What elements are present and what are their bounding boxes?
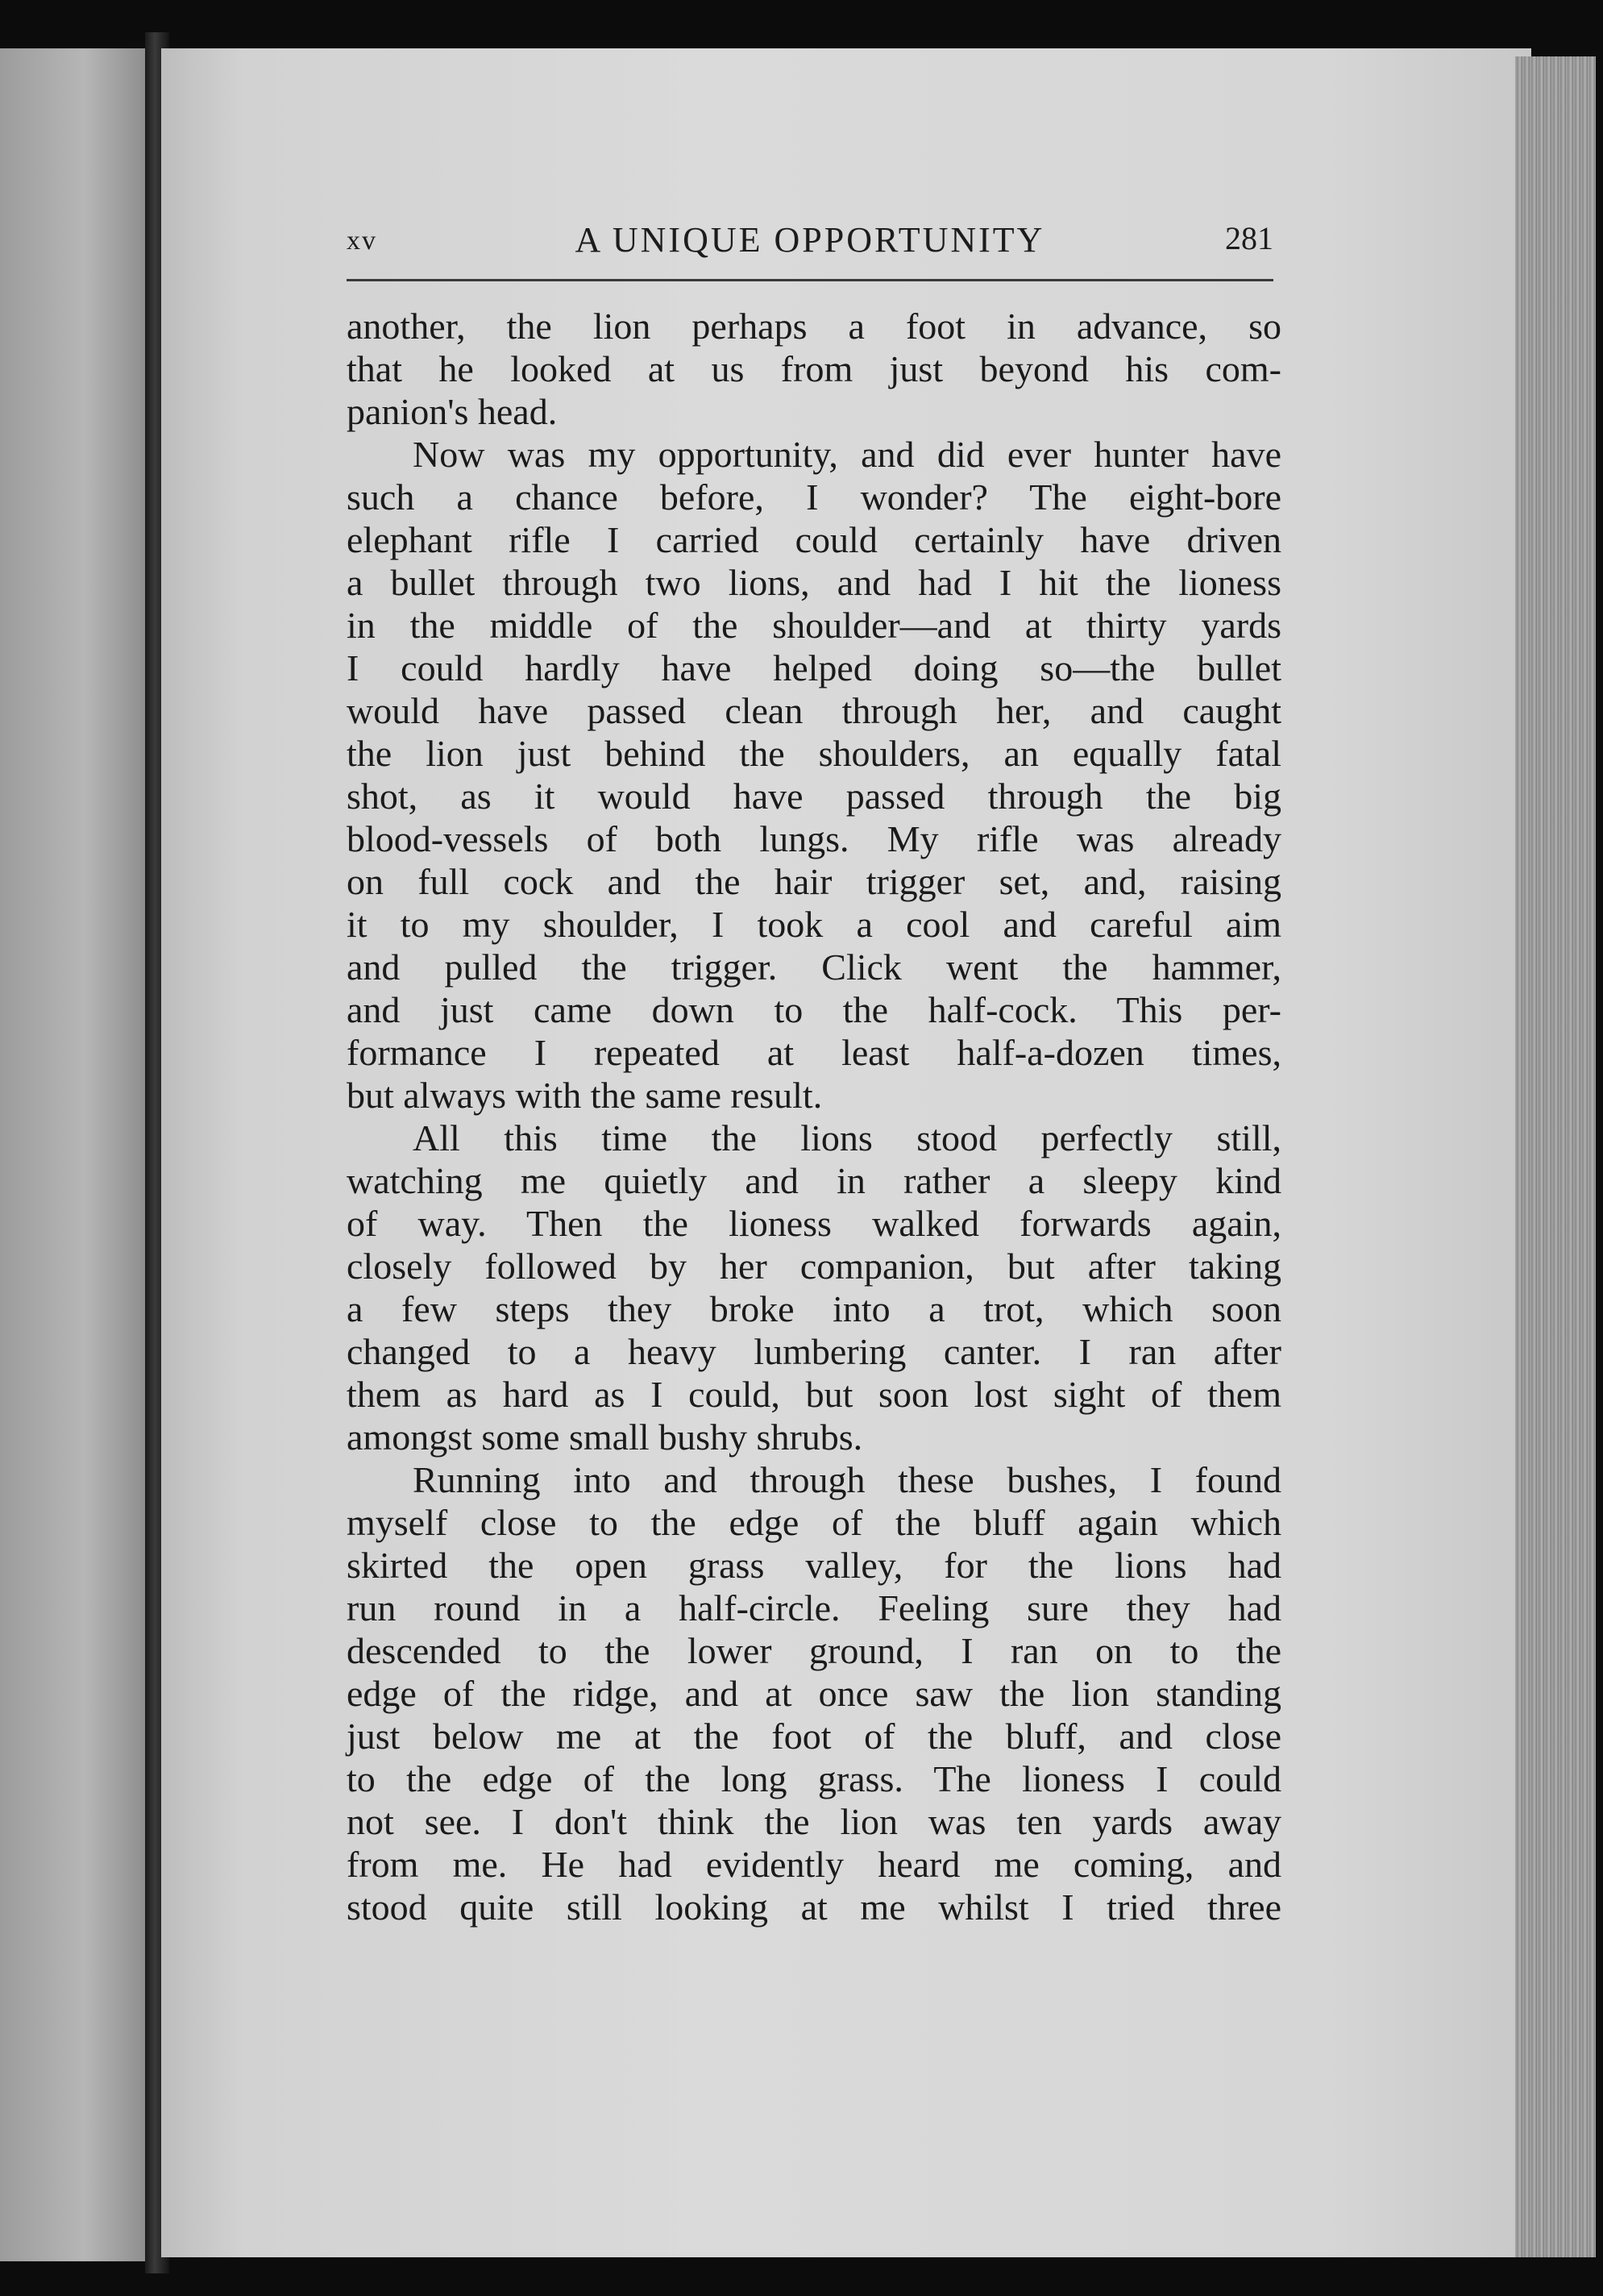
text-line: would have passed clean through her, and caught [347, 690, 1281, 731]
page-block-edge [1515, 56, 1596, 2257]
text-line: just below me at the foot of the bluff, and close [347, 1716, 1281, 1757]
text-line: descended to the lower ground, I ran on to the [347, 1630, 1281, 1671]
text-line: Running into and through these bushes, I found [413, 1459, 1281, 1500]
facing-page-edge [0, 48, 153, 2261]
text-line: formance I repeated at least half-a-dozen times, [347, 1032, 1281, 1073]
text-line: All this time the lions stood perfectly still, [413, 1117, 1281, 1158]
text-line: changed to a heavy lumbering canter. I ran after [347, 1331, 1281, 1372]
text-line: them as hard as I could, but soon lost sight of them [347, 1374, 1281, 1415]
text-line: blood-vessels of both lungs. My rifle was already [347, 818, 1281, 859]
text-line: a few steps they broke into a trot, which soon [347, 1288, 1281, 1329]
text-line: from me. He had evidently heard me coming, and [347, 1844, 1281, 1885]
text-line: elephant rifle I carried could certainly have driven [347, 519, 1281, 560]
text-line: panion's head. [347, 391, 558, 432]
text-line: on full cock and the hair trigger set, and, raising [347, 861, 1281, 902]
text-line: not see. I don't think the lion was ten yards away [347, 1801, 1281, 1842]
text-line: in the middle of the shoulder—and at thirty yards [347, 605, 1281, 646]
text-line: shot, as it would have passed through the big [347, 776, 1281, 817]
text-line: such a chance before, I wonder? The eight-bore [347, 476, 1281, 518]
text-line: it to my shoulder, I took a cool and careful aim [347, 904, 1281, 945]
running-title: A UNIQUE OPPORTUNITY [575, 220, 1045, 260]
text-line: another, the lion perhaps a foot in advance, so [347, 306, 1281, 347]
text-line: run round in a half-circle. Feeling sure they had [347, 1587, 1281, 1628]
text-line: and just came down to the half-cock. This per- [347, 989, 1281, 1030]
text-line: but always with the same result. [347, 1075, 823, 1116]
text-line: stood quite still looking at me whilst I tried three [347, 1886, 1281, 1928]
text-line: I could hardly have helped doing so—the bullet [347, 647, 1281, 688]
chapter-number: xv [347, 226, 377, 256]
text-line: the lion just behind the shoulders, an equally fatal [347, 733, 1281, 774]
text-line: a bullet through two lions, and had I hit the lioness [347, 562, 1281, 603]
text-line: to the edge of the long grass. The lioness I could [347, 1758, 1281, 1799]
body-text [347, 305, 1281, 1928]
text-line: myself close to the edge of the bluff again which [347, 1502, 1281, 1543]
text-line: Now was my opportunity, and did ever hunter have [413, 434, 1281, 475]
text-line: of way. Then the lioness walked forwards again, [347, 1203, 1281, 1244]
text-line: closely followed by her companion, but after taking [347, 1246, 1281, 1287]
text-line: watching me quietly and in rather a sleepy kind [347, 1160, 1281, 1201]
header-rule [347, 279, 1273, 281]
text-line: skirted the open grass valley, for the lions had [347, 1545, 1281, 1586]
page-number: 281 [1225, 220, 1273, 256]
text-line: that he looked at us from just beyond his com- [347, 348, 1281, 389]
text-line: and pulled the trigger. Click went the hammer, [347, 946, 1281, 988]
running-header [347, 218, 1273, 269]
text-line: edge of the ridge, and at once saw the lion standing [347, 1673, 1281, 1714]
text-line: amongst some small bushy shrubs. [347, 1416, 863, 1458]
